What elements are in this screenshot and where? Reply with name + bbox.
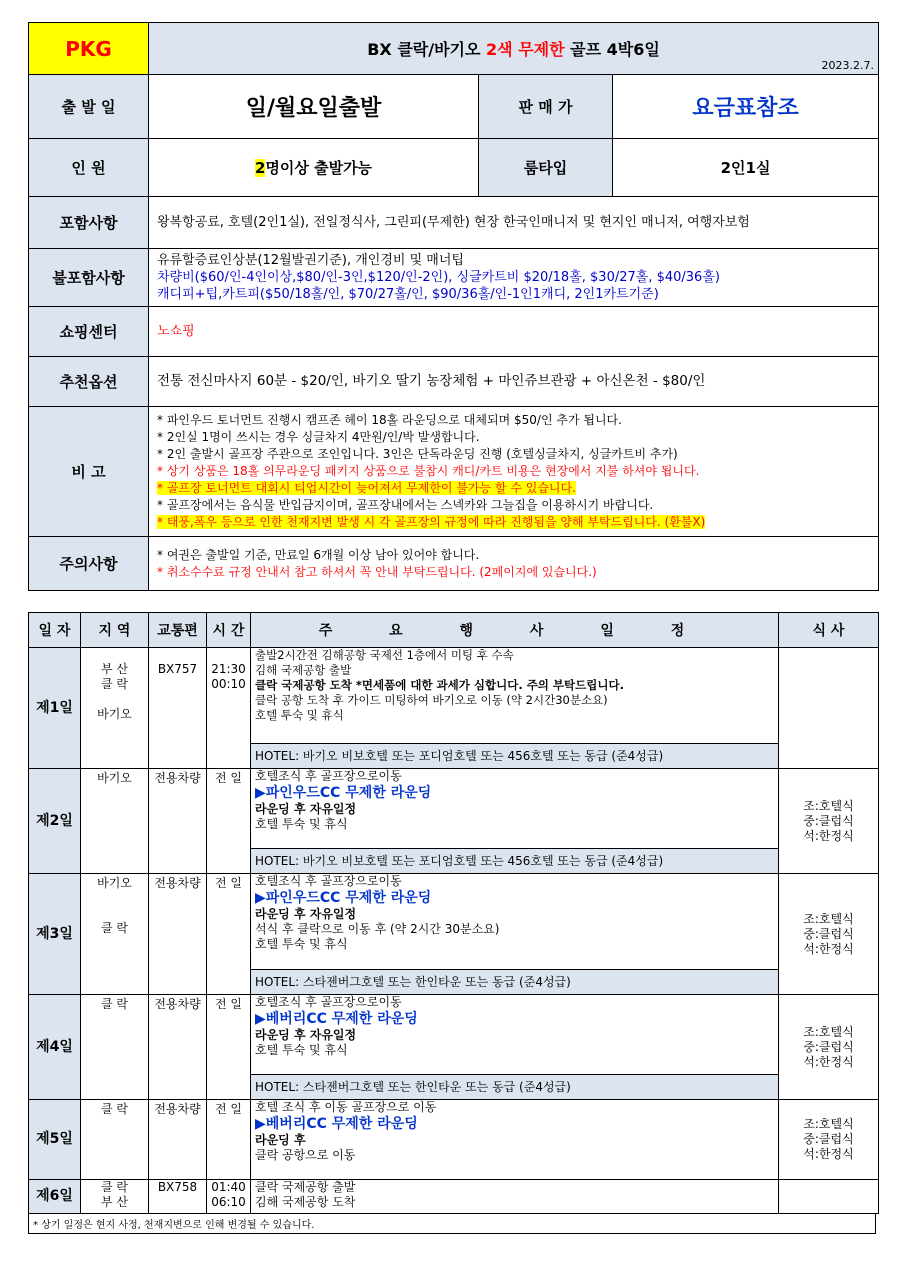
remark-highlight: * 골프장 토너먼트 대회시 티업시간이 늦어져서 무제한이 불가능 할 수 있습니다. (157, 481, 576, 495)
meal-cell: 조:호텔식 중:클럽식 석:한정식 (779, 874, 879, 995)
remark-highlight: * 태풍,폭우 등으로 인한 천재지변 발생 시 각 골프장의 규정에 따라 진행됨을 양해 부탁드립니다. (환불X) (157, 515, 706, 529)
transport-cell: 전용차량 (149, 874, 207, 995)
schedule-line: 김해 국제공항 도착 (255, 1195, 356, 1209)
schedule-line: 김해 국제공항 출발 (255, 663, 352, 677)
title-prefix: BX 클락/바기오 (367, 40, 487, 59)
itinerary-footnote: * 상기 일정은 현지 사정, 천재지변으로 인해 변경될 수 있습니다. (28, 1214, 876, 1234)
schedule-line: 라운딩 후 (255, 1133, 306, 1147)
time-cell: 01:40 06:10 (207, 1180, 251, 1214)
transport-cell: BX757 (149, 648, 207, 769)
schedule-cell (251, 648, 779, 744)
schedule-line: 호텔 투숙 및 휴식 (255, 937, 348, 951)
col-header-meal: 식 사 (779, 613, 879, 648)
time-cell: 21:30 00:10 (207, 648, 251, 769)
schedule-line: 클락 국제공항 출발 (255, 1180, 356, 1194)
itinerary-table (28, 612, 879, 1214)
room-value: 2인1실 (613, 139, 879, 197)
package-info-table (28, 22, 879, 591)
schedule-cell (251, 995, 779, 1075)
remark-item: * 2인 출발시 골프장 주관으로 조인입니다. 3인은 단독라운딩 진행 (호텔싱글차지, 싱글카트비 추가) (157, 447, 678, 461)
room-label: 룸타입 (479, 139, 613, 197)
schedule-cell (251, 1100, 779, 1180)
golf-round: ▶베버리CC 무제한 라운딩 (255, 1116, 418, 1132)
remark-item (157, 480, 870, 497)
region-cell: 바기오 (81, 769, 149, 874)
schedule-line: 석식 후 클락으로 이동 후 (약 2시간 30분소요) (255, 922, 500, 936)
region-cell: 클 락 (81, 1100, 149, 1180)
remarks-label: 비 고 (29, 407, 149, 537)
col-header-day: 일 자 (29, 613, 81, 648)
schedule-line: 호텔 투숙 및 휴식 (255, 708, 344, 722)
schedule-line: 라운딩 후 자유일정 (255, 802, 357, 816)
col-header-transport: 교통편 (149, 613, 207, 648)
people-value (149, 139, 479, 197)
golf-round: ▶파인우드CC 무제한 라운딩 (255, 890, 432, 906)
table-row (29, 1100, 879, 1180)
schedule-line: 클락 국제공항 도착 *면세품에 대한 과세가 심합니다. 주의 부탁드립니다. (255, 678, 624, 692)
transport-cell: 전용차량 (149, 769, 207, 874)
time-cell: 전 일 (207, 874, 251, 995)
col-header-time: 시 간 (207, 613, 251, 648)
departure-label: 출 발 일 (29, 75, 149, 139)
region-cell: 클 락 (81, 995, 149, 1100)
table-row (29, 874, 879, 970)
table-row (29, 769, 879, 849)
exclude-line: 캐디피+팁,카트피($50/18홀/인, $70/27홀/인, $90/36홀/인-1인1캐디, 2인1카트기준) (157, 287, 659, 302)
include-value: 왕복항공료, 호텔(2인1실), 전일정식사, 그린피(무제한) 현장 한국인매니저 및 현지인 매니저, 여행자보험 (149, 197, 879, 249)
caution-label: 주의사항 (29, 537, 149, 591)
schedule-line: 호텔조식 후 골프장으로이동 (255, 874, 402, 888)
meal-cell: 조:호텔식 중:클럽식 석:한정식 (779, 1100, 879, 1180)
schedule-line: 출발2시간전 김해공항 국제선 1층에서 미팅 후 수속 (255, 648, 514, 662)
schedule-line: 호텔조식 후 골프장으로이동 (255, 769, 402, 783)
hotel-info: HOTEL: 스타젠버그호텔 또는 한인타운 또는 동급 (준4성급) (251, 970, 779, 995)
pkg-badge: PKG (29, 23, 149, 75)
region-cell: 부 산 클 락 바기오 (81, 648, 149, 769)
day-label: 제6일 (29, 1180, 81, 1214)
exclude-line: 유류할증료인상분(12월발권기준), 개인경비 및 매너팁 (157, 253, 464, 268)
caution-line: * 취소수수료 규정 안내서 참고 하셔서 꼭 안내 부탁드립니다. (2페이지에 있습니다.) (157, 564, 597, 579)
price-value: 요금표참조 (613, 75, 879, 139)
transport-cell: 전용차량 (149, 1100, 207, 1180)
hotel-info: HOTEL: 바기오 비보호텔 또는 포디엄호텔 또는 456호텔 또는 동급 (준4성급) (251, 849, 779, 874)
col-header-region: 지 역 (81, 613, 149, 648)
transport-cell: BX758 (149, 1180, 207, 1214)
time-cell: 전 일 (207, 1100, 251, 1180)
document-date: 2023.2.7. (821, 59, 875, 72)
shopping-label: 쇼핑센터 (29, 307, 149, 357)
schedule-line: 클락 공항 도착 후 가이드 미팅하여 바기오로 이동 (약 2시간30분소요) (255, 693, 608, 707)
remark-item (157, 514, 870, 531)
table-row (29, 1180, 879, 1214)
region-cell: 바기오 클 락 (81, 874, 149, 995)
schedule-line: 클락 공항으로 이동 (255, 1148, 356, 1162)
hotel-info: HOTEL: 스타젠버그호텔 또는 한인타운 또는 동급 (준4성급) (251, 1075, 779, 1100)
day-label: 제5일 (29, 1100, 81, 1180)
time-cell: 전 일 (207, 769, 251, 874)
schedule-line: 라운딩 후 자유일정 (255, 907, 357, 921)
caution-line: * 여권은 출발일 기준, 만료일 6개월 이상 남아 있어야 합니다. (157, 547, 480, 562)
title-suffix: 골프 4박6일 (564, 40, 660, 59)
day-label: 제1일 (29, 648, 81, 769)
title-highlight: 2색 무제한 (486, 40, 565, 59)
remark-item: * 파인우드 토너먼트 진행시 캠프존 헤이 18홀 라운딩으로 대체되며 $50/인 추가 됩니다. (157, 413, 622, 427)
table-row (29, 995, 879, 1075)
exclude-value (149, 249, 879, 307)
schedule-line: 라운딩 후 자유일정 (255, 1028, 357, 1042)
schedule-line: 호텔 투숙 및 휴식 (255, 817, 348, 831)
remark-item: * 상기 상품은 18홀 의무라운딩 패키지 상품으로 불참시 캐디/카트 비용은 현장에서 지불 하셔야 됩니다. (157, 464, 700, 478)
schedule-line: 호텔조식 후 골프장으로이동 (255, 995, 402, 1009)
hotel-info: HOTEL: 바기오 비보호텔 또는 포디엄호텔 또는 456호텔 또는 동급 (준4성급) (251, 744, 779, 769)
schedule-line: 호텔 조식 후 이동 골프장으로 이동 (255, 1100, 437, 1114)
meal-cell (779, 1180, 879, 1214)
people-count: 2 (254, 159, 266, 177)
caution-value (149, 537, 879, 591)
option-value: 전통 전신마사지 60분 - $20/인, 바기오 딸기 농장체험 + 마인쥬브관광 + 아신온천 - $80/인 (149, 357, 879, 407)
transport-cell: 전용차량 (149, 995, 207, 1100)
day-label: 제4일 (29, 995, 81, 1100)
package-title (149, 23, 879, 75)
departure-value: 일/월요일출발 (149, 75, 479, 139)
day-label: 제3일 (29, 874, 81, 995)
schedule-cell (251, 874, 779, 970)
include-label: 포함사항 (29, 197, 149, 249)
day-label: 제2일 (29, 769, 81, 874)
meal-cell: 조:호텔식 중:클럽식 석:한정식 (779, 769, 879, 874)
meal-cell (779, 648, 879, 769)
exclude-label: 불포함사항 (29, 249, 149, 307)
table-row (29, 648, 879, 744)
golf-round: ▶베버리CC 무제한 라운딩 (255, 1011, 418, 1027)
remarks-value (149, 407, 879, 537)
col-header-schedule: 주 요 행 사 일 정 (251, 613, 779, 648)
people-label: 인 원 (29, 139, 149, 197)
schedule-cell (251, 769, 779, 849)
meal-cell: 조:호텔식 중:클럽식 석:한정식 (779, 995, 879, 1100)
option-label: 추천옵션 (29, 357, 149, 407)
remark-item: * 2인실 1명이 쓰시는 경우 싱글차지 4만원/인/박 발생합니다. (157, 430, 480, 444)
golf-round: ▶파인우드CC 무제한 라운딩 (255, 785, 432, 801)
exclude-line: 차량비($60/인-4인이상,$80/인-3인,$120/인-2인), 싱글카트비 $20/18홀, $30/27홀, $40/36홀) (157, 270, 720, 285)
schedule-cell (251, 1180, 779, 1214)
shopping-value: 노쇼핑 (149, 307, 879, 357)
schedule-line: 호텔 투숙 및 휴식 (255, 1043, 348, 1057)
price-label: 판 매 가 (479, 75, 613, 139)
remark-item: * 골프장에서는 음식물 반입금지이며, 골프장내에서는 스넥카와 그늘집을 이용하시기 바랍니다. (157, 498, 654, 512)
region-cell: 클 락 부 산 (81, 1180, 149, 1214)
time-cell: 전 일 (207, 995, 251, 1100)
people-text: 명이상 출발가능 (265, 159, 373, 177)
